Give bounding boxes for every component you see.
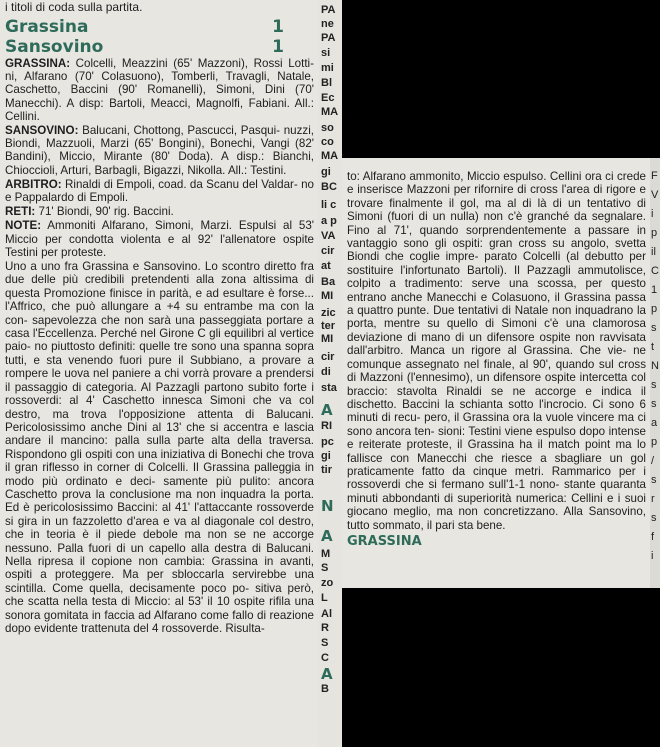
column-fragment: C — [651, 265, 659, 277]
team-row-away — [5, 37, 314, 57]
right-column — [342, 158, 660, 588]
column-fragment: R — [321, 622, 329, 634]
top-text: i titoli di coda sulla partita. — [5, 0, 143, 14]
lineup-sansovino: SANSOVINO: Balucani, Chottong, Pascucci, Pasqui- nuzzi, Biondi, Mazzuoli, Marzi (65' Bongini), Bonechi, Vangi (82' Bandini), Miccio, Mirante (80' Doda). A disp.: Bianchi, Chioccioli, Arturi, Barbagli, Bigazzi, Nikolla. All.: Testini. — [5, 124, 314, 177]
column-fragment: so — [321, 122, 334, 134]
team-row-home — [5, 17, 314, 37]
column-fragment: s — [651, 379, 657, 391]
column-fragment: MA — [321, 106, 339, 118]
column-fragment: F — [651, 170, 658, 182]
column-fragment: s — [651, 398, 657, 410]
column-fragment: gi — [321, 166, 331, 178]
column-fragment: cir — [321, 351, 335, 363]
column-fragment: tir — [321, 464, 332, 476]
column-fragment: A — [321, 665, 333, 683]
team-name: Sansovino — [5, 37, 104, 57]
referee-info: ARBITRO: Rinaldi di Empoli, coad. da Scanu del Valdar- no e Pappalardo di Empoli. — [5, 177, 314, 205]
column-fragment: RI — [321, 420, 332, 432]
column-fragment: L — [321, 592, 328, 604]
column-fragment: f — [651, 531, 655, 543]
right-edge-strip — [650, 158, 660, 588]
team-score: 1 — [272, 17, 284, 37]
column-fragment: s — [651, 512, 657, 524]
column-fragment: / — [651, 455, 655, 467]
column-fragment: cir — [321, 245, 335, 257]
column-fragment: VA — [321, 230, 336, 242]
column-fragment: MA — [321, 150, 339, 162]
column-fragment: co — [321, 136, 334, 148]
column-fragment: t — [651, 341, 655, 353]
column-fragment: A — [321, 401, 333, 419]
column-fragment: M — [321, 548, 331, 560]
column-fragment: ne — [321, 18, 334, 30]
column-fragment: 1 — [651, 284, 658, 296]
column-fragment: si — [321, 47, 331, 59]
team-name: Grassina — [5, 17, 89, 37]
column-fragment: PA — [321, 32, 336, 44]
column-fragment: r — [651, 493, 655, 505]
column-fragment: di — [321, 366, 331, 378]
notes-info: NOTE: Ammoniti Alfarano, Simoni, Marzi. Espulsi al 53' Miccio per condotta violenta e al 92' l'allenatore ospite Testini per proteste. — [5, 219, 314, 259]
column-fragment: s — [651, 474, 657, 486]
column-fragment: i — [651, 550, 654, 562]
section-heading: GRASSINA — [347, 533, 422, 549]
column-fragment: zo — [321, 577, 334, 589]
column-fragment: sta — [321, 382, 337, 394]
adjacent-column-strip — [318, 0, 342, 747]
column-fragment: at — [321, 260, 331, 272]
lineup-grassina: GRASSINA: Colcelli, Meazzini (65' Mazzoni), Rossi Lotti- ni, Alfarano (70' Colasuono), Tomberli, Travagli, Natale, Caschetto, Baccini (90' Romanelli), Simoni, Dini (70' Manecchi). A disp: Bartoli, Meacci, Magnolfi, Fabiani. All.: Cellini. — [5, 57, 314, 123]
column-fragment: i — [651, 208, 654, 220]
left-column — [0, 0, 318, 747]
column-fragment: Al — [321, 608, 332, 620]
column-fragment: s — [651, 322, 657, 334]
column-fragment: gi — [321, 450, 331, 462]
article-text-right: to: Alfarano ammonito, Miccio espulso. Cellini ora ci crede e inserisce Mazzoni per rifornire di cross l'area di rigore e trovare finalmente il gol, ma al di là di un tentativo di Simoni (fuori di un nulla) non c'è granché da segnalare. Fino al 71', quando sorprendentemente a passare in vantaggio sono gli ospiti: gran cross su angolo, svetta Biondi che coglie impre- parato Colcelli (al debutto per sostituire l'infortunato Bartoli). Il Pazzagli ammutolisce, colpito a tradimento: serve una scossa, per questo entrano anche Manecchi e Colasuono, il Grassina passa a quattro punte. Due tentativi di Natale non inquadrano la porta, mentre su quello di Simoni c'è una clamorosa deviazione di mano di un difensore ospite non ravvisata dall'arbitro. Manca un rigore al Grassina. Che vie- ne comunque assegnato nel finale, al 90', quando sul cross di Mazzoni (l'ennesimo), un difensore ospite intercetta col braccio: stavolta Rinaldi se ne accorge e indica il dischetto. Baccini la schianta sotto l'incrocio. Ci sono 6 minuti di recu- pero, il Grassina ora la vuole vincere ma ci sono ancora ten- sioni: Testini viene espulso dopo intense e reiterate proteste, il Grassina ha il match point ma lo fallisce con Manecchi che riesce a sbagliare un gol praticamente fatto da cinque metri. Rammarico per i rossoverdi che si fermano sull'1-1 nono- stante quaranta minuti abbondanti di superiorità numerica: Cellini e i suoi giocano meglio, ma non concretizzano. Alla Sansovino, tutto sommato, il pari sta bene. — [347, 170, 646, 532]
column-fragment: PA — [321, 4, 336, 16]
column-fragment: Ec — [321, 92, 335, 104]
column-fragment: p — [651, 227, 658, 239]
column-fragment: S — [321, 562, 329, 574]
column-fragment: N — [321, 497, 334, 515]
column-fragment: ter — [321, 320, 336, 332]
column-fragment: MI — [321, 290, 334, 302]
column-fragment: a — [651, 417, 658, 429]
column-fragment: li c — [321, 199, 337, 211]
column-fragment: p — [651, 436, 658, 448]
column-fragment: C — [321, 652, 329, 664]
column-fragment: a p — [321, 215, 337, 227]
column-fragment: MI — [321, 333, 334, 345]
column-fragment: mi — [321, 62, 334, 74]
column-fragment: B — [321, 683, 329, 695]
column-fragment: BC — [321, 181, 337, 193]
goals-info: RETI: 71' Biondi, 90' rig. Baccini. — [5, 205, 174, 219]
column-fragment: Bl — [321, 77, 332, 89]
column-fragment: N — [651, 360, 659, 372]
column-fragment: pc — [321, 436, 334, 448]
team-score: 1 — [272, 37, 284, 57]
column-fragment: V — [651, 189, 659, 201]
column-fragment: A — [321, 527, 333, 545]
column-fragment: p — [651, 303, 658, 315]
column-fragment: S — [321, 637, 329, 649]
column-fragment: il — [651, 246, 656, 258]
column-fragment: Ba — [321, 276, 336, 288]
column-fragment: zic — [321, 307, 336, 319]
article-text-left: Uno a uno fra Grassina e Sansovino. Lo scontro diretto fra due delle più credibili pretendenti alla zona altissima di questa Promozione finisce in parità, e ad esultare è forse... l'Affrico, che può allungare a +4 su entrambe ma con la con- sapevolezza che non sarà una passeggiata portare a casa l'Eccellenza. Perché nel Girone C gli equilibri al vertice paio- no piuttosto definiti: quelle tre sono una spanna sopra tutti, e sta venendo fuori pure il Subbiano, a provare a rompere le uova nel paniere a chi vorrà provare a prendersi il passaggio di categoria. Al Pazzagli partono subito forte i rossoverdi: al 4' Caschetto innesca Simoni che va col destro, ma trova l'opposizione attenta di Balucani. Pericolosissimo anche Dini al 13' che si accentra e lascia andare il mancino: palla sulla parte alta della traversa. Rispondono gli ospiti con una iniziativa di Bonechi che trova il gran riflesso in corner di Colcelli. Il Grassina palleggia in modo più ordinato e deci- samente più pulito: ancora Caschetto prova la conclusione ma non inquadra la porta. Ed è pericolosissimo Baccini: al 41' l'attaccante rossoverde si gira in un fazzoletto d'area e va al diagonale col destro, che in teoria è il piede debole ma non se ne accorge nessuno. Palla fuori di un capello alla destra di Balucani. Nella ripresa il copione non cambia: Grassina in avanti, ospiti a proteggere. Ma per sbloccarla servirebbe una scintilla. Come quella, decisamente poco po- sitiva però, che scatta nella testa di Miccio: al 53' il 10 ospite rifila una sonora gomitata in faccia ad Alfarano come fallo di reazione dopo evidente trattenuta del 4 rossoverde. Risulta- — [5, 260, 314, 636]
